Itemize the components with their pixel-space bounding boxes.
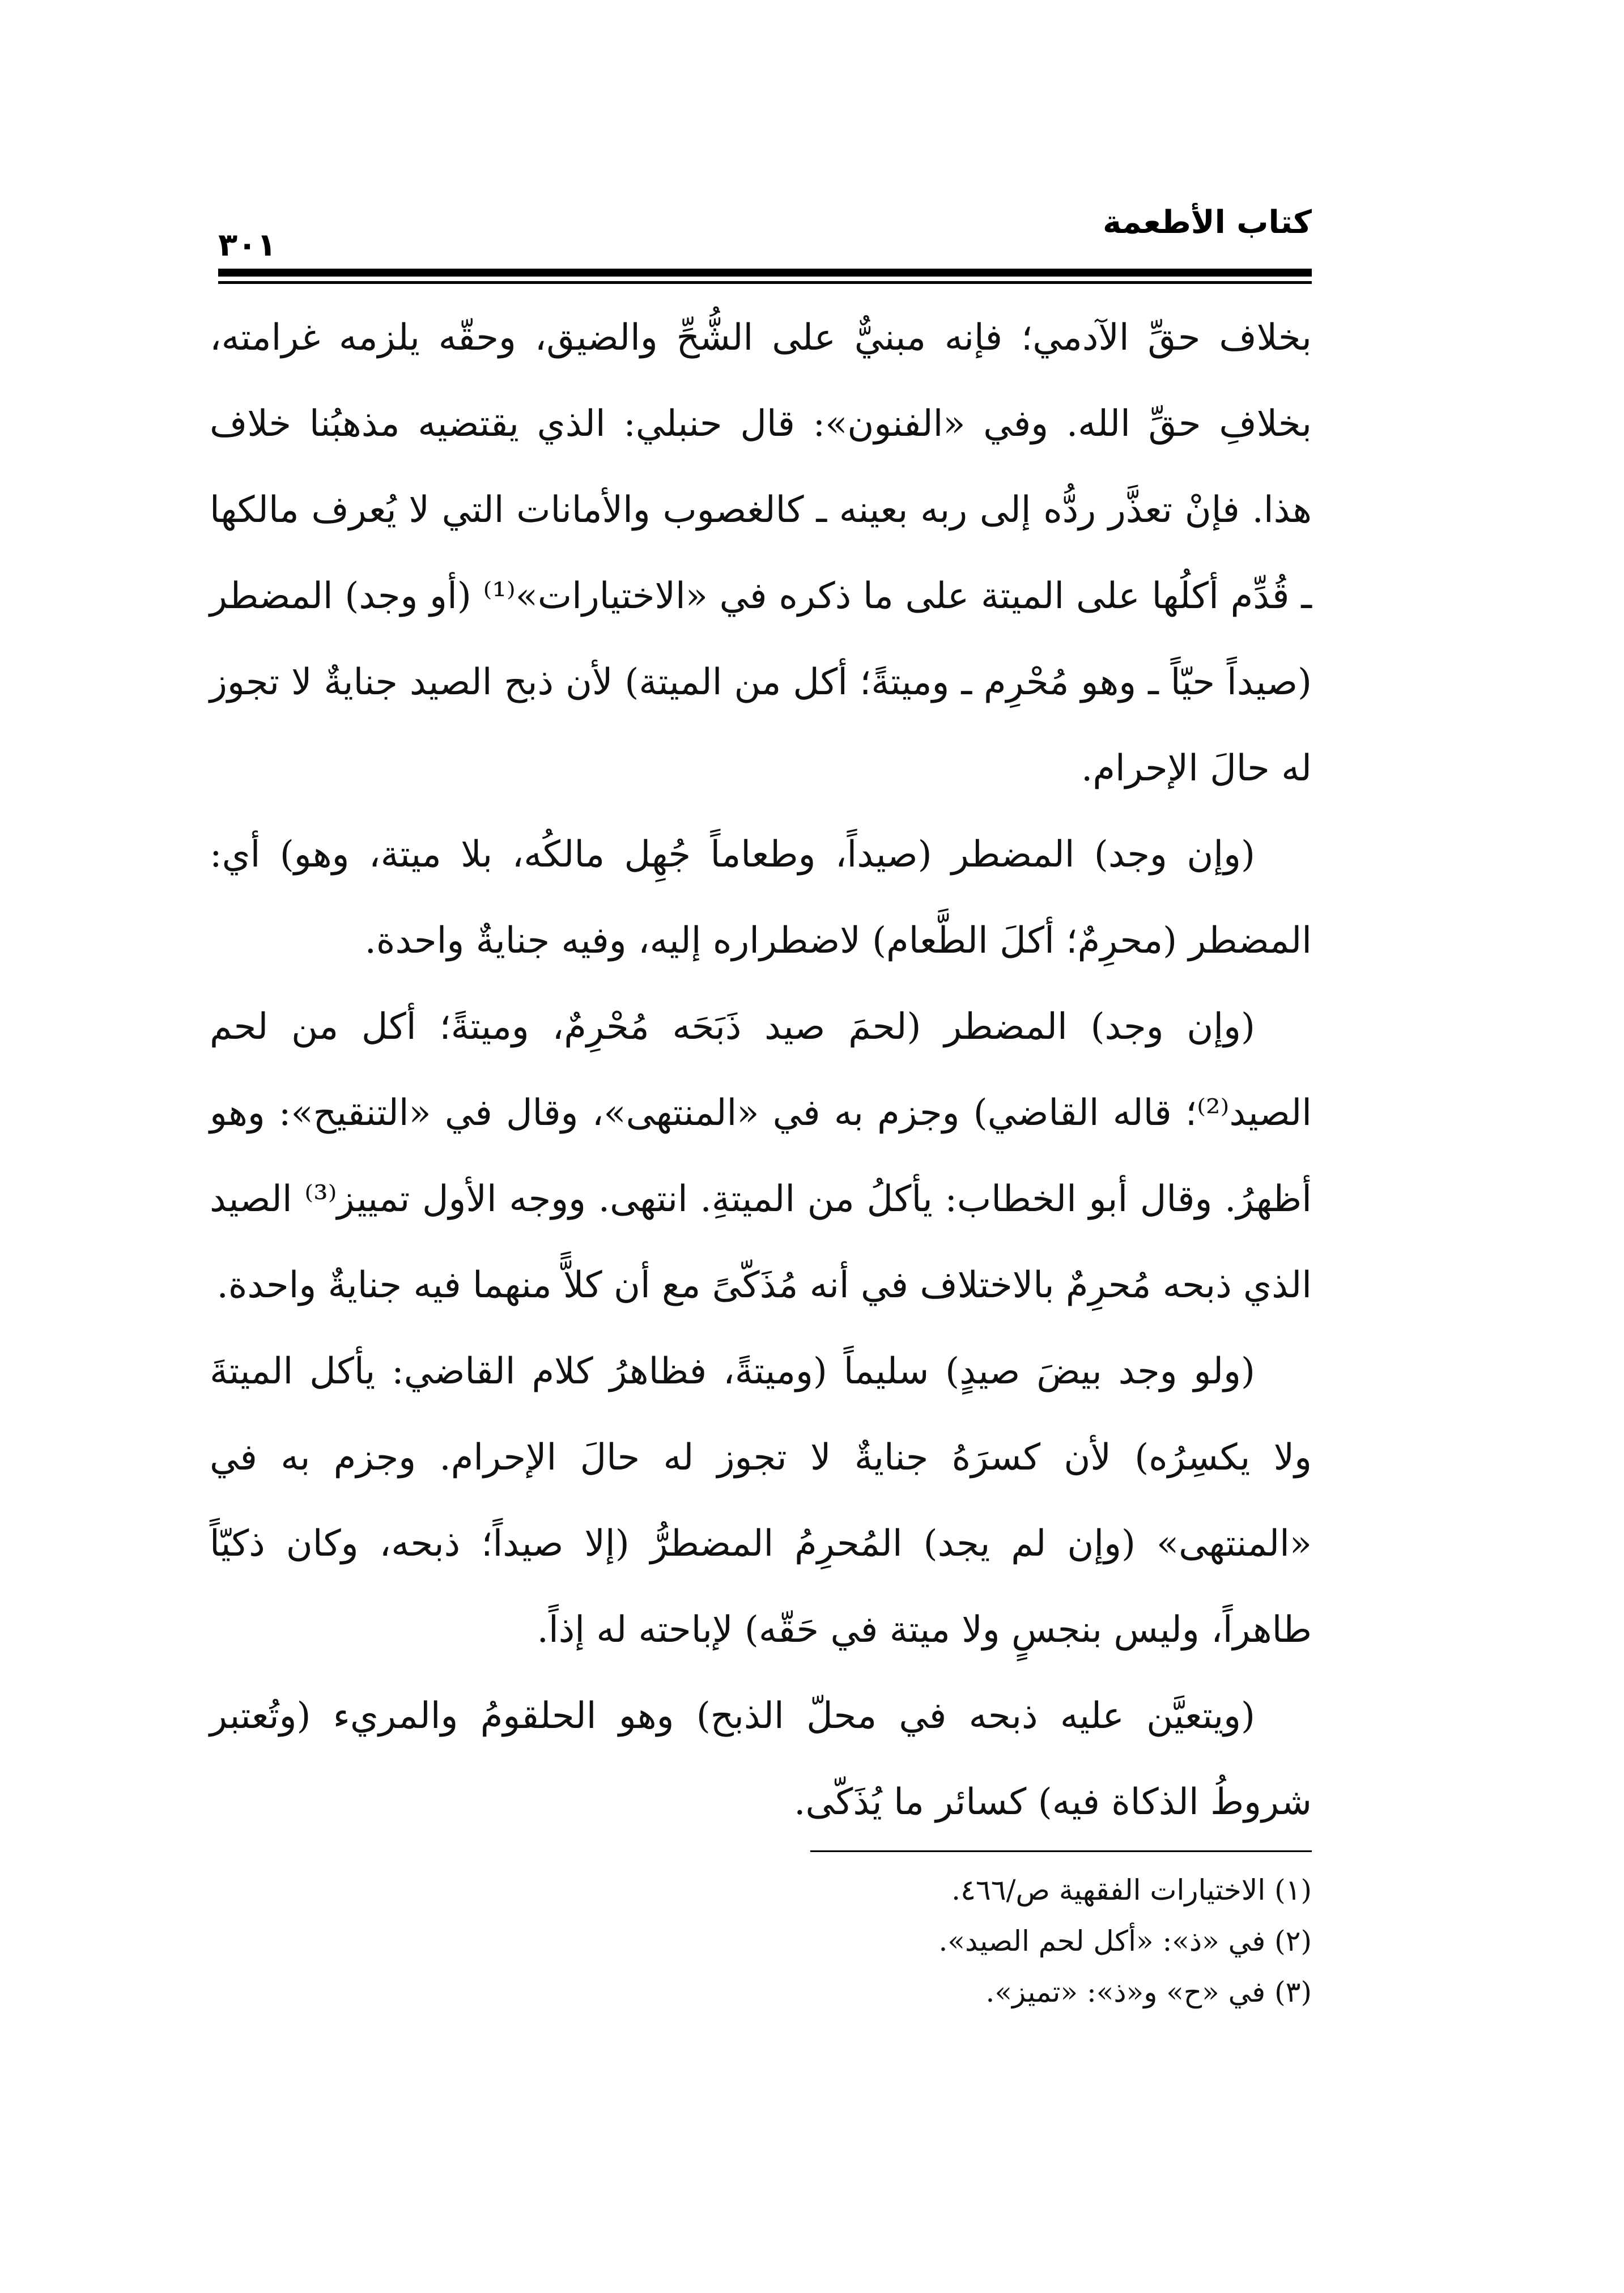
header-rule-thick: [218, 269, 1312, 277]
paragraph: (ولو وجد بيضَ صيدٍ) سليماً (وميتةً، فظاهرُ كلام القاضي: يأكل الميتةَ ولا يكسِرُه) لأن كسرَهُ جنايةٌ لا تجوز له حالَ الإحرام. وجزم به في «المنتهى» (وإن لم يجد) المُحرِمُ المضطرُّ (إلا صيداً؛ ذبحه، وكان ذكيّاً طاهراً، وليس بنجسٍ ولا ميتة في حَقّه) لإباحته له إذاً.: [210, 1351, 1312, 1651]
footnote: (٣) في «ح» و«ذ»: «تميز».: [985, 1976, 1312, 2009]
paragraph: (وإن وجد) المضطر (صيداً، وطعاماً جُهِل مالكُه، بلا ميتة، وهو) أي: المضطر (محرِمٌ؛ أكلَ الطَّعام) لاضطراره إليه، وفيه جنايةٌ واحدة.: [210, 834, 1312, 962]
page-number: ٣٠١: [218, 227, 277, 264]
paragraph: (وإن وجد) المضطر (لحمَ صيد ذَبَحَه مُحْرِمٌ، وميتةً؛ أكل من لحم الصيد⁽²⁾؛ قاله القاضي) وجزم به في «المنتهى»، وقال في «التنقيح»: وهو أظهرُ. وقال أبو الخطاب: يأكلُ من الميتةِ. انتهى. ووجه الأول تمييز⁽³⁾ الصيد الذي ذبحه مُحرِمٌ بالاختلاف في أنه مُذَكّىً مع أن كلاًّ منهما فيه جنايةٌ واحدة.: [210, 1006, 1312, 1306]
footnote-separator: [810, 1850, 1312, 1852]
footnote: (١) الاختيارات الفقهية ص/٤٦٦.: [951, 1874, 1312, 1906]
main-text: [210, 295, 1312, 1845]
paragraph: بخلاف حقِّ الآدمي؛ فإنه مبنيٌّ على الشُّحِّ والضيق، وحقّه يلزمه غرامته، بخلافِ حقِّ الله. وفي «الفنون»: قال حنبلي: الذي يقتضيه مذهبُنا خلاف هذا. فإنْ تعذَّر ردُّه إلى ربه بعينه ـ كالغصوب والأمانات التي لا يُعرف مالكها ـ قُدِّم أكلُها على الميتة على ما ذكره في «الاختيارات»⁽¹⁾ (أو وجد) المضطر (صيداً حيّاً ـ وهو مُحْرِم ـ وميتةً؛ أكل من الميتة) لأن ذبح الصيد جنايةٌ لا تجوز له حالَ الإحرام.: [210, 317, 1312, 789]
footnotes: [623, 1865, 1312, 2018]
chapter-title: كتاب الأطعمة: [1103, 204, 1312, 241]
footnote: (٢) في «ذ»: «أكل لحم الصيد».: [938, 1925, 1312, 1957]
header-rule-thin: [218, 281, 1312, 284]
paragraph: (ويتعيَّن عليه ذبحه في محلّ الذبح) وهو الحلقومُ والمريء (وتُعتبر شروطُ الذكاة فيه) كسائر ما يُذَكّى.: [210, 1695, 1312, 1823]
